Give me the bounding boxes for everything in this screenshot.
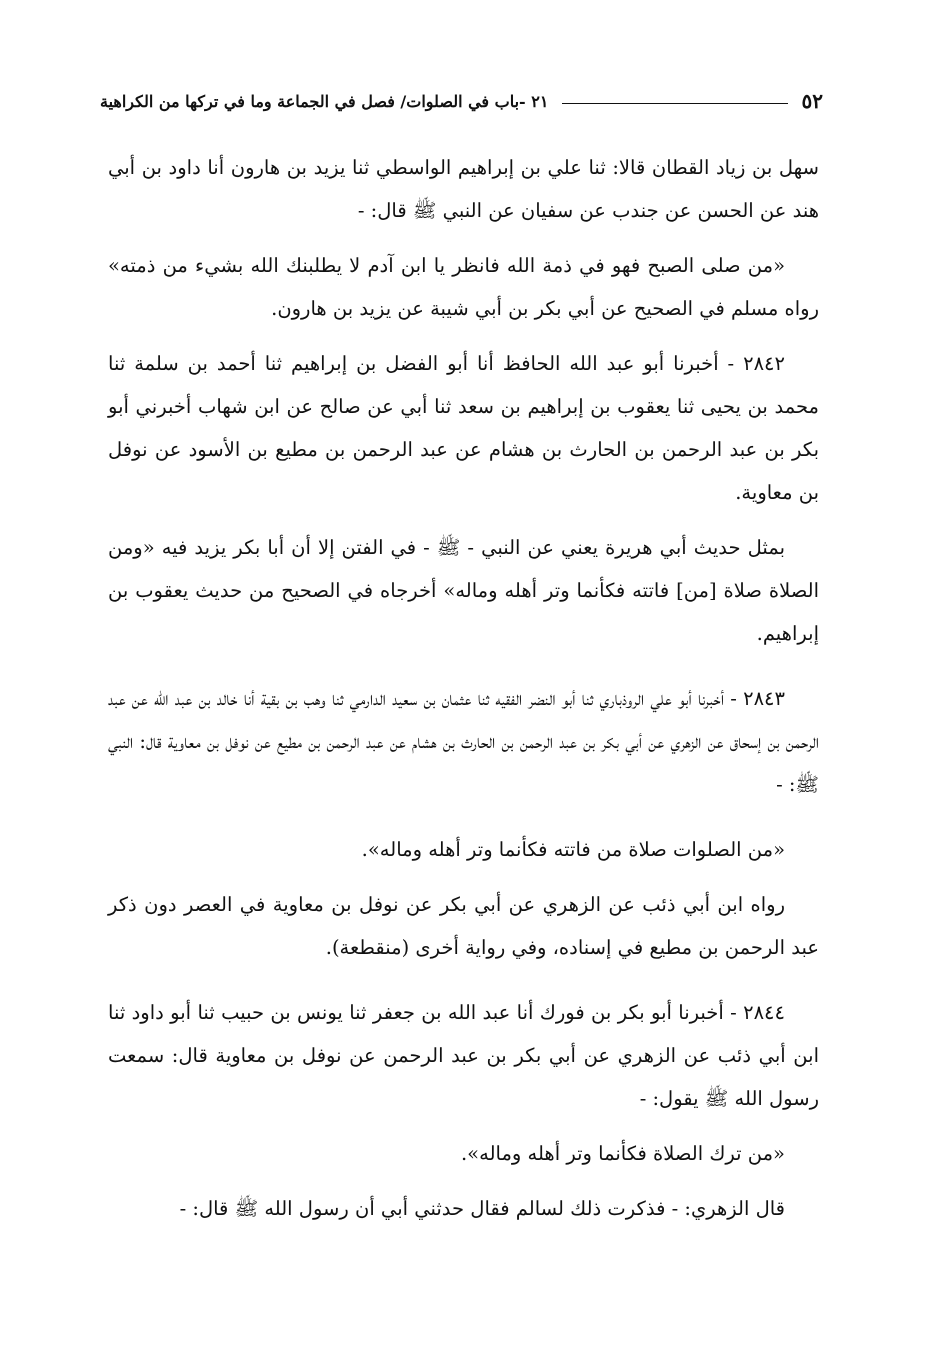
header-rule	[562, 103, 787, 104]
paragraph-hadith-2843-text: «من الصلوات صلاة من فاتته فكأنما وتر أهله وماله».	[361, 838, 785, 861]
paragraph-zuhri-note: قال الزهري: - فذكرت ذلك لسالم فقال حدثني أبي أن رسول الله ﷺ قال: -	[179, 1197, 785, 1220]
page-number: ٥٢	[801, 89, 823, 113]
paragraph-hadith-text: «من صلى الصبح فهو في ذمة الله فانظر يا ابن آدم لا يطلبنك الله بشيء من ذمته» رواه مسلم في الصحيح عن أبي بكر بن أبي شيبة عن يزيد بن هارون.	[108, 254, 819, 320]
paragraph-hadith-2842-text: بمثل حديث أبي هريرة يعني عن النبي - ﷺ - في الفتن إلا أن أبا بكر يزيد فيه «ومن الصلاة صلاة [من] فاتته فكأنما وتر أهله وماله» أخرجاه في الصحيح من حديث يعقوب بن إبراهيم.	[108, 536, 819, 645]
paragraph-isnad-continuation: سهل بن زياد القطان قالا: ثنا علي بن إبراهيم الواسطي ثنا يزيد بن هارون أنا داود بن أبي هند عن الحسن عن جندب عن سفيان عن النبي ﷺ قال: -	[108, 156, 819, 222]
paragraph-hadith-2844: ٢٨٤٤ - أخبرنا أبو بكر بن فورك أنا عبد الله بن جعفر ثنا يونس بن حبيب ثنا أبو داود ثنا ابن أبي ذئب عن الزهري عن أبي بكر بن عبد الرحمن عن نوفل بن معاوية قال: سمعت رسول الله ﷺ يقول: -	[108, 1001, 819, 1110]
paragraph-riwaya-note: رواه ابن أبي ذئب عن الزهري عن أبي بكر عن نوفل بن معاوية في العصر دون ذكر عبد الرحمن بن مطيع في إسناده، وفي رواية أخرى (منقطعة).	[108, 893, 819, 959]
running-title: ٢١ -باب في الصلوات/ فصل في الجماعة وما في تركها من الكراهية	[100, 91, 549, 111]
page-body	[108, 146, 819, 1242]
paragraph-hadith-2842: ٢٨٤٢ - أخبرنا أبو عبد الله الحافظ أنا أبو الفضل بن إبراهيم ثنا أحمد بن سلمة ثنا محمد بن يحيى ثنا يعقوب بن إبراهيم بن سعد ثنا أبي عن صالح عن ابن شهاب أخبرني أبو بكر بن عبد الرحمن بن الحارث بن هشام عن عبد الرحمن بن مطيع بن الأسود عن نوفل بن معاوية.	[108, 352, 819, 504]
paragraph-hadith-2844-text: «من ترك الصلاة فكأنما وتر أهله وماله».	[460, 1142, 785, 1165]
page-header	[100, 84, 823, 118]
paragraph-hadith-2843: ٢٨٤٣ - أخبرنا أبو علي الروذباري ثنا أبو النضر الفقيه ثنا عثمان بن سعيد الدارمي ثنا وهب بن بقية أنا خالد بن عبد الله عن عبد الرحمن بن إسحاق عن الزهري عن أبي بكر بن عبد الرحمن بن الحارث بن هشام عن عبد الرحمن بن مطيع عن نوفل بن معاوية قال: النبي ﷺ: -	[108, 687, 819, 796]
